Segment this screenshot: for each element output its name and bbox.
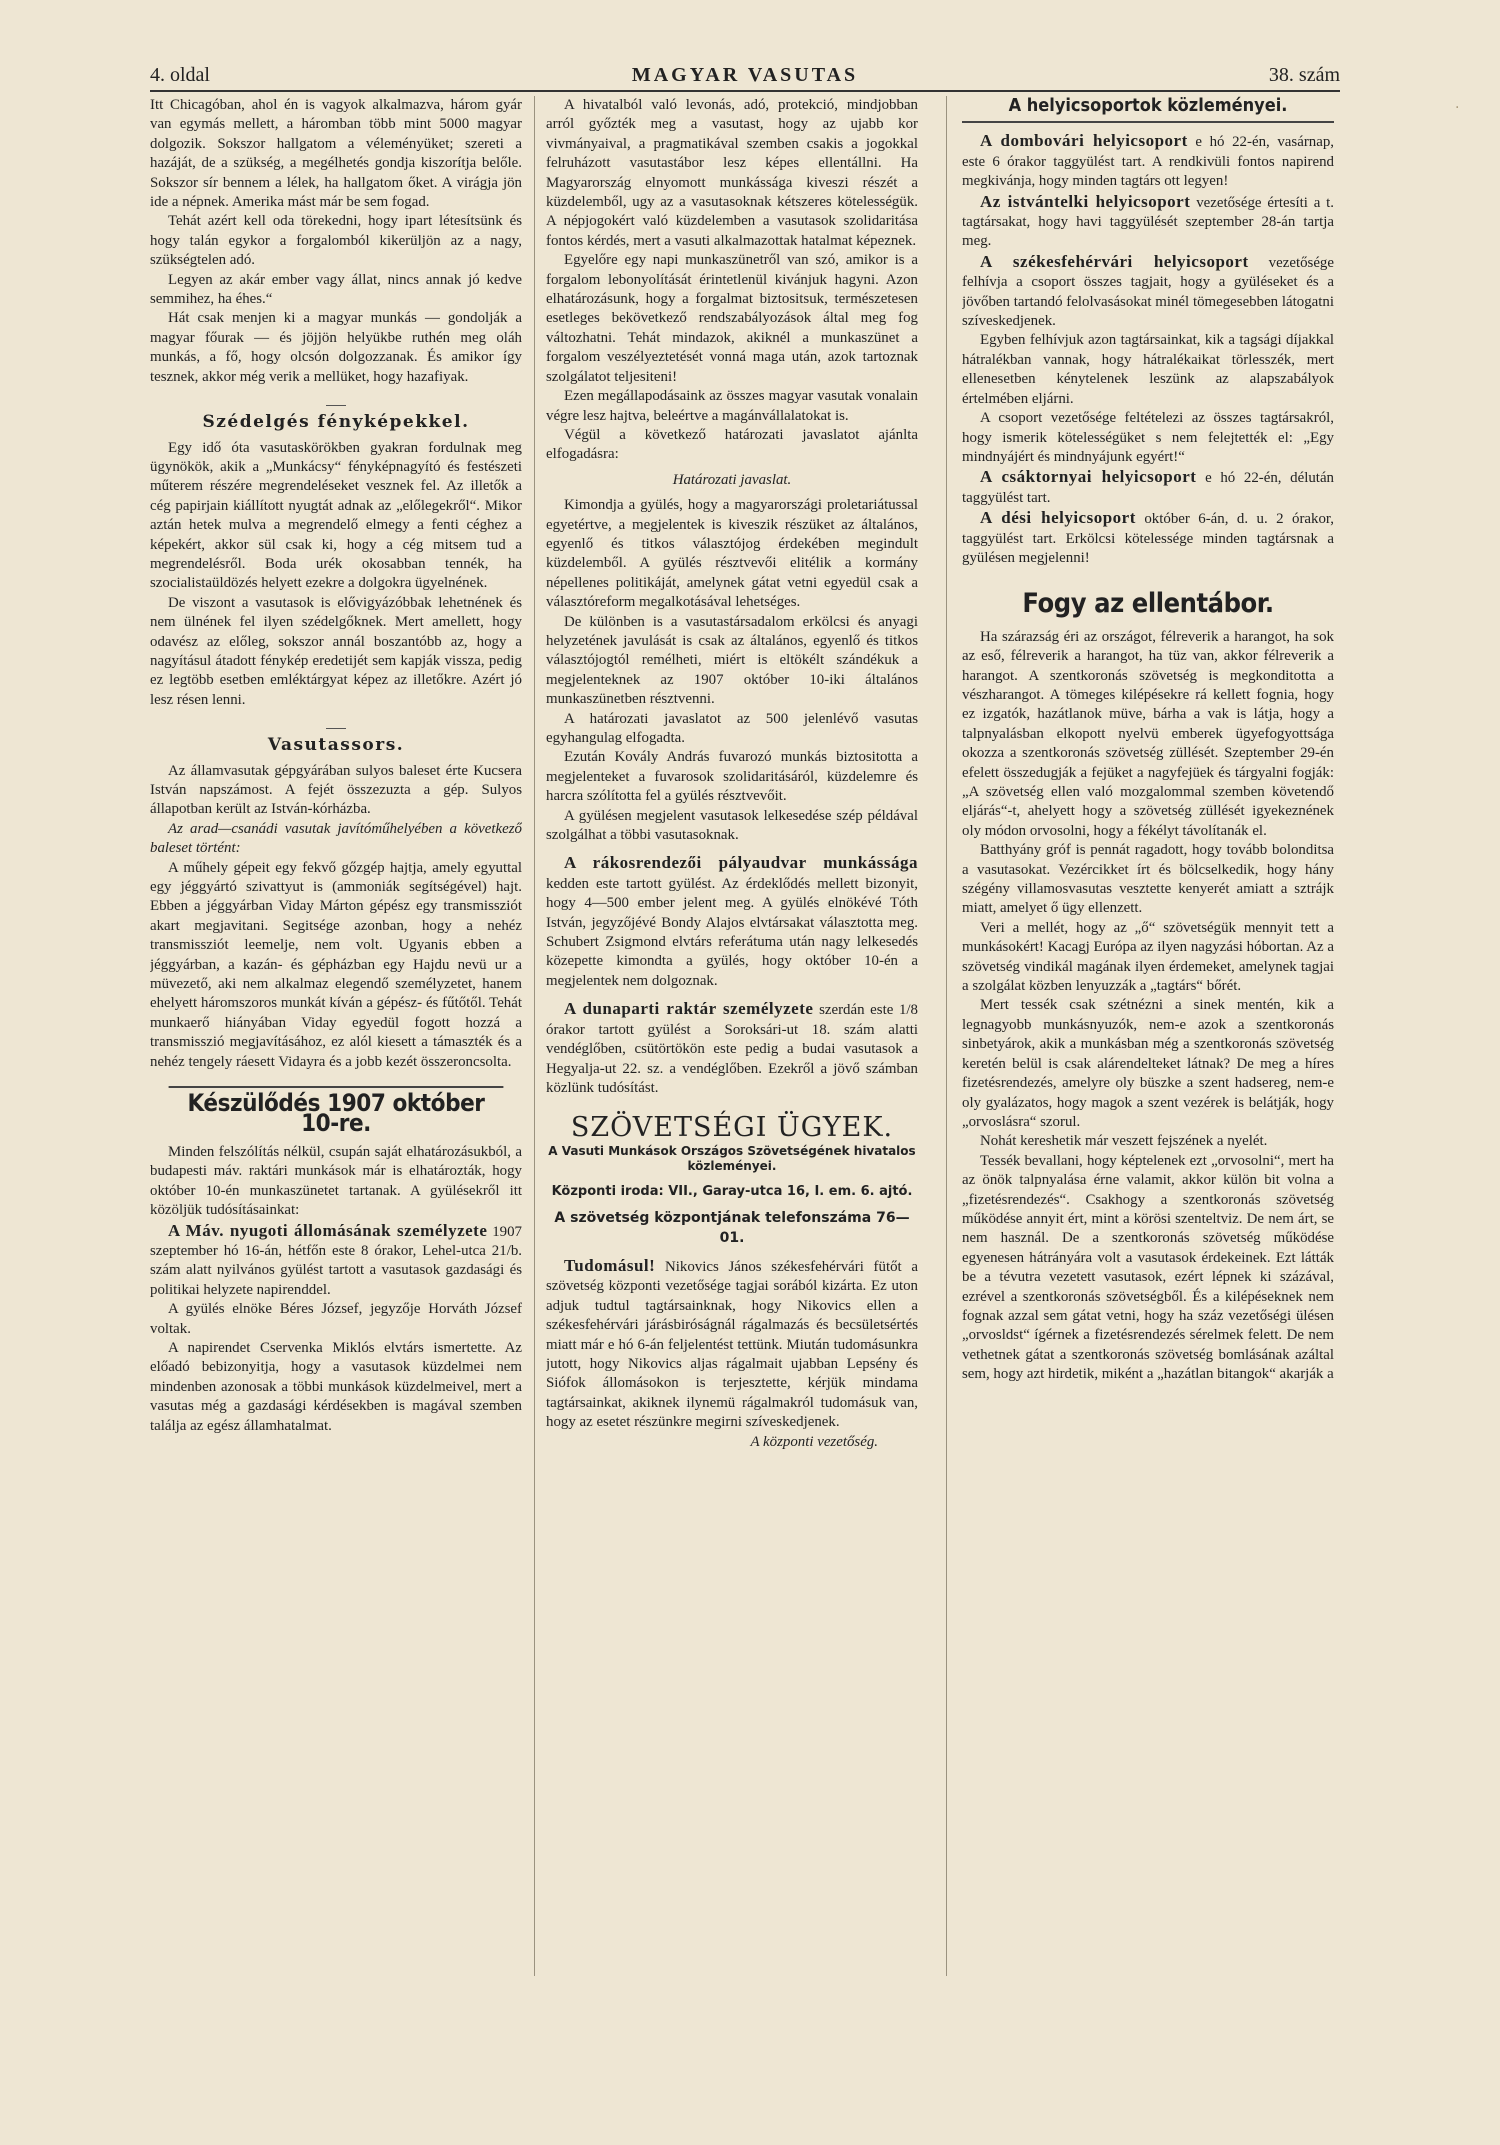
- section-title: A helyicsoportok közleményei.: [1008, 96, 1288, 116]
- paragraph-text: e hó 22-én, délután taggyülést tart.: [962, 470, 1334, 506]
- paragraph: Minden felszólítás nélkül, csupán saját elhatározásukból, a budapesti máv. raktári munkások már is elhatározták, hogy október 10-én munkaszünetet tartanak. A gyülésekről itt közöljük tudósításainkat:: [150, 1143, 522, 1219]
- lead-phrase: A csáktornyai helyicsoport: [980, 467, 1197, 487]
- lead-phrase: A dési helyicsoport: [980, 508, 1136, 528]
- paragraph-text: kedden este tartott gyülést. Az érdeklődés mellett bizonyit, hogy 4—500 ember jelent meg. A gyülés elnökévé Tóth István, jegyzőjévé Bondy Alajos elvtársakat választotta meg. Schubert Zsigmond elvtárs referátuma után nagy lelkesedés közepette kimondta a gyülés, hogy október 10-én a megjelentek nem dolgoznak.: [546, 875, 918, 989]
- paragraph: Mert tessék csak szétnézni a sinek mentén, kik a legnagyobb munkásnyuzók, nem-e azok a szentkoronás sinbetyárok, akik a munkásban még a szentkoronás szövetség keretén belül is csak alárendelteket látnak? De meg a híres fizetésrendezés, amelyre oly büszke a szent hadsereg, nem-e oly gyalázatos, hogy magok a szent vezérek is belátják, hogy „orvoslásra“ szorul.: [962, 997, 1334, 1130]
- section-title: SZÖVETSÉGI ÜGYEK.: [570, 1112, 894, 1144]
- page-number: 4. oldal: [150, 64, 210, 86]
- margin-mark: ·: [1455, 100, 1460, 116]
- paragraph: Az államvasutak gépgyárában sulyos baleset érte Kucsera István napszámost. A fejét összezuzta a gép. Sulyos állapotban került az István-kórházba.: [150, 762, 522, 818]
- resolution-heading: Határozati javaslat.: [672, 471, 792, 488]
- paragraph: [546, 1256, 918, 1433]
- column-3: [962, 96, 1334, 1385]
- article-heading: Készülődés 1907 október 10-re.: [169, 1086, 504, 1133]
- paragraph: Batthyány gróf is pennát ragadott, hogy tovább bolonditsa a vasutasokat. Vezércikket írt és bölcselkedik, hogy hány szégény villamosvasutas vesztette kenyerét amiatt a sztrájk miatt, amelyet ő ügy ellenzett.: [962, 842, 1334, 917]
- paragraph: Az arad—csanádi vasutak javítóműhelyében a következő baleset történt:: [150, 820, 522, 857]
- paragraph-text: Nikovics János székesfehérvári fütőt a szövetség központi vezetősége tagjai sorából kizárta. Ez uton adjuk tudtul tagtársainknak, hogy Nikovics ellen a székesfehérvári járásbiróságnál rágalmazás és becsületsértés miatt már e hó 6-án feljelentést tettünk. Miután tudomásunkra jutott, hogy Nikovics aljas rágalmait ujabban Lepsény és Siófok állomásokon is terjesztette, kérjük mindama tagtársainkat, akiknek ilynemü rágalmakról tudomásuk van, hogy az esetet részünkre megirni szíveskedjenek.: [546, 1258, 918, 1431]
- paragraph: [546, 999, 918, 1098]
- newspaper-title: MAGYAR VASUTAS: [631, 64, 859, 86]
- column-1: [150, 96, 522, 1436]
- paragraph: Veri a mellét, hogy az „ő“ szövetségük mennyit tett a munkásokért! Kacagj Európa az ilyen nagyzási hóbortan. Az a szövetség vindikál magának ilyen érdemeket, amelynek tagjai a szolgálat közben lenyuzzák a „tagtárs“ bőrét.: [962, 919, 1334, 995]
- signature: A központi vezetőség.: [750, 1433, 878, 1450]
- paragraph: Végül a következő határozati javaslatot ajánlta elfogadásra:: [546, 426, 918, 463]
- paragraph: A műhely gépeit egy fekvő gőzgép hajtja, amely egyuttal egy jéggyártó szivattyut is (ammoniák segítségével) hajt. Ebben a jéggyárban Viday Márton gépész egy transmissziót akart megjavitani. Segitsége azonban, hogy a nehéz transmissziót leemelje, nem volt. Ugyanis ebben a jéggyárban, a kazán- és gépházban egy Hajdu nevü ur a müvezető, aki nem alkalmaz elegendő személyzetet, hanem ehelyett háromszoros munkát kíván a gépész- és fűtőtől. Tehát munkaerő hiányában Viday egyedül fogott hozzá a transmisszió megjavításához, ez alól kiesett a támaszték és a nehéz tengely ráesett Vidayra és a jobb kezét összeroncsolta.: [150, 859, 522, 1070]
- paragraph: De viszont a vasutasok is elővigyázóbbak lehetnének és nem ülnének fel ilyen szédelgőknek. Mert amellett, hogy odavész az előleg, sokszor annál boszantóbb az, hogy a nagyításul átadott fénykép eredetijét sem kapják vissza, pedig ez legtöbb esetben emléktárgyat képez az illetőkre. Azért jó lesz résen lenni.: [150, 594, 522, 708]
- paragraph: De különben is a vasutastársadalom erkölcsi és anyagi helyzetének javulását is csak az általános, egyenlő és titkos választójogtól remélheti, miért is eltökélt szándékuk a megjelenteknek az 1907 október 10-iki általános munkaszünetben résztvenni.: [546, 613, 918, 708]
- section-header: [962, 96, 1334, 123]
- phone-number: A szövetség központjának telefonszáma 76—01.: [554, 1210, 910, 1246]
- separator: [150, 716, 522, 724]
- lead-phrase: A dunaparti raktár személyzete: [564, 999, 814, 1019]
- column-divider: [534, 96, 535, 1976]
- paragraph: Egyelőre egy napi munkaszünetről van szó, amikor is a forgalom lebonyolítását érintetlenül kivánjuk hagyni. Azon elhatározásunk, hogy a forgalmat biztositsuk, természetesen esetleges bekövetkező rendszabályozások által meg fog változhatni. Tehát mindazok, akiknél a munkaszünet a forgalom veszélyeztetését vonná maga után, azok tartoznak szolgálatot teljesiteni!: [546, 252, 918, 385]
- paragraph: Tehát azért kell oda törekedni, hogy ipart létesítsünk és hogy talán egykor a forgalomból kikerüljön az a nagy, szükségtelen adó.: [150, 213, 522, 269]
- paragraph-text: vezetősége értesíti a t. tagtársakat, hogy havi taggyülését szeptember 28-án tartja meg.: [962, 194, 1334, 250]
- paragraph: A határozati javaslatot az 500 jelenlévő vasutas egyhangulag elfogadta.: [546, 710, 918, 746]
- paragraph-text: október 6-án, d. u. 2 órakor, taggyülést tart. Erkölcsi kötelessége minden tagtársnak a gyülésen megjelenni!: [962, 511, 1334, 566]
- paragraph-text: szerdán este 1/8 órakor tartott gyülést a Soroksári-ut 18. szám alatti vendéglőben, csütörtökön este pedig a budai vasutasok a Hegyalja-ut 22. sz. a vendéglőben. Ezekről a jövő számban közlünk tudósítást.: [546, 1002, 918, 1096]
- paragraph: [546, 853, 918, 991]
- separator: [150, 393, 522, 401]
- paragraph: [150, 1221, 522, 1301]
- paragraph-text: 1907 szeptember hó 16-án, hétfőn este 8 órakor, Lehel-utca 21/b. szám alatt nyilvános gyülést tartott a vasutasok gazdasági és politikai helyzete napirenddel.: [150, 1223, 522, 1298]
- paragraph: Tessék bevallani, hogy képtelenek ezt „orvosolni“, mert ha az önök talpnyalása érne valamit, akkor külön bit volna a „fizetésrendezés“. Csakhogy a szentkoronás szövetség működése annyit ért, mint a körösi szenteltviz. De nem árt, se nem használ. De a szentkoronás szövetség működése egyenesen hátrányára volt a vasutasok érdekeinek. Ezt látták be a tévutra vezetett vasutasok, ezért lépnek ki százával, ezrével a szentkoronás szövetségből. És a kilépéseknek nem fognak azzal sem gátat vetni, hogy ha száz vezetőségi ülésen „orvosldst“ ígérnek a fizetésrendezés sérelmek felett. De nem vethetnek gátat a szentkoronás szövetség bomlásának azáltal sem, hogy azt hirdetik, miként a „hazátlan bitangok“ akarják a: [962, 1152, 1334, 1383]
- column-2: [546, 96, 918, 1452]
- lead-phrase: A dombovári helyicsoport: [980, 131, 1188, 151]
- paragraph: Ha szárazság éri az országot, félreverik a harangot, ha sok az eső, félreverik a harangot, ha tüz van, akkor félreverik a harangot. A szentkoronás szövetség is megkonditotta a vészharangot. A tömeges kilépésekre rá kellett fognia, hogy ez izgatók, hazátlanok müve, bárha a vak is látja, hogy a talpnyalásban elkopott nyelvü emberek ügyefogyottsága okozza a szentkoronás szövetség züllését. Szeptember 29-én efelett összedugják a fejüket a nagyfejüek és tárgyalni fogják: „A szövetség ellen való mozgalommal szemben követendő eljárás“-t, ahelyett hogy a szövetség züllését igyekeznének oly módon orvosolni, hogy a fékélyt távolítanák el.: [962, 628, 1334, 839]
- issue-number: 38. szám: [1268, 64, 1340, 86]
- paragraph: Hát csak menjen ki a magyar munkás — gondolják a magyar főurak — és jöjjön helyükbe ruthén meg oláh munkás, a fő, hogy olcsón dolgozzanak. És amikor így tesznek, akkor még verik a mellüket, hogy hazafiyak.: [150, 310, 522, 385]
- paragraph: [962, 467, 1334, 508]
- paragraph: Egyben felhívjuk azon tagtársainkat, kik a tagsági díjakkal hátralékban vannak, hogy hátralékaikat törlesszék, mert ellenesetben kénytelenek leszünk az alapszabályok értelmében eljárni.: [962, 332, 1334, 407]
- paragraph-text: e hó 22-én, vasárnap, este 6 órakor taggyülést tart. A rendkivüli fontos napirend megkivánja, hogy minden tagtárs ott legyen!: [962, 134, 1334, 190]
- paragraph: Kimondja a gyülés, hogy a magyarországi proletariátussal egyetértve, a megjelentek is kiveszik részüket az általános, egyenlő és titkos választójog érdekében megindult küzdelemből. A gyülés résztvevői elitélik a kormány népellenes politikáját, amelynek gátat vetni egyedül csak a választóreform megalkotásával lehetséges.: [546, 497, 918, 611]
- article-heading: Fogy az ellentábor.: [1022, 588, 1274, 620]
- lead-phrase: A székesfehérvári helyicsoport: [980, 251, 1249, 271]
- paragraph: [962, 252, 1334, 332]
- paragraph: A gyülés elnöke Béres József, jegyzője Horváth József voltak.: [150, 1301, 522, 1337]
- paragraph: Ezután Kovály András fuvarozó munkás biztositotta a megjelenteket a fuvarosok szolidaritásáról, küzdelemre és harcra szólította fel a gyülés résztvevőit.: [546, 749, 918, 805]
- paragraph: Nohát kereshetik már veszett fejszének a nyelét.: [980, 1133, 1268, 1150]
- paragraph: A hivatalból való levonás, adó, protekció, mindjobban arról győzték meg a vasutast, hogy az ujabb kor vivmányaival, a pragmatikával szemben csakis a jogokkal felruházott vasutastábor lesz képes ellentállni. Ha Magyarország elnyomott munkássága kiveszi részét a küzdelemből, ugy az a vasutasoknak kétszeres kötelességük. A népjogokért való küzdelemben a vasutasok szolidaritása fontos kérdés, mert a vasuti alkalmazottak hatalmat képeznek.: [546, 97, 918, 249]
- section-subtitle: A Vasuti Munkások Országos Szövetségének hivatalos közleményei.: [548, 1143, 916, 1173]
- lead-phrase: A Máv. nyugoti állomásának személyzete: [168, 1220, 488, 1240]
- page-header: [150, 60, 1340, 92]
- column-divider: [946, 96, 947, 1976]
- lead-phrase: Az istvántelki helyicsoport: [980, 191, 1191, 211]
- paragraph: A csoport vezetősége feltételezi az összes tagtársakról, hogy ismerik kötelességüket s nem felejtették el: „Egy mindnyájért és mindnyájunk egyért!“: [962, 410, 1334, 465]
- paragraph: Legyen az akár ember vagy állat, nincs annak jó kedve semmihez, ha éhes.“: [150, 271, 522, 308]
- office-address: Központi iroda: VII., Garay-utca 16, I. em. 6. ajtó.: [551, 1183, 913, 1199]
- paragraph: [962, 192, 1334, 252]
- paragraph: [962, 508, 1334, 568]
- article-heading: Szédelgés fényképekkel.: [202, 412, 470, 433]
- paragraph: Egy idő óta vasutaskörökben gyakran fordulnak meg ügynökök, akik a „Munkácsy“ fényképnagyító és festészeti műterem részére megrendeléseket vesznek fel. Az illetők a cég papirjain kiállított nyugtát adnak az „előlegekről“. Mikor aztán hetek mulva a megrendelő elmegy a fenti céghez a képekért, akkor sül csak ki, hogy a cég mitsem tud a megrendelésről. Boda urék okosabban tennék, ha szocialistaüldözés helyett ezekre a dolgokra ügyelnének.: [150, 439, 522, 592]
- paragraph: Itt Chicagóban, ahol én is vagyok alkalmazva, három gyár van egymás mellett, a háromban több mint 5000 magyar dolgozik. Sokszor hallgatom a véleményüket; szereti a hazáját, de a szükség, a megélhetés gondja kiszorítja belőle. Sokszor sír bennem a lélek, ha hallgatom őket. A virágja jön ide a népnek. Amerika mást már be sem fogad.: [150, 97, 522, 211]
- paragraph: [962, 131, 1334, 191]
- article-heading: Vasutassors.: [267, 735, 405, 756]
- lead-phrase: Tudomásul!: [564, 1255, 656, 1275]
- paragraph: A gyülésen megjelent vasutasok lelkesedése szép példával szolgálhat a többi vasutasoknak.: [546, 807, 918, 844]
- paragraph: A napirendet Cservenka Miklós elvtárs ismertette. Az előadó bebizonyitja, hogy a vasutasok küzdelmei nem mindenben azonosak a többi munkások küzdelmeivel, mert a vasutas még a gazdasági kérdésekben is magával szemben találja az egész államhatalmat.: [150, 1339, 522, 1434]
- paragraph-text: vezetősége felhívja a csoport összes tagjait, hogy a gyüléseket és a jövőben tartandó felolvasásokat minél tömegesebben látogatni szíveskedjenek.: [962, 254, 1334, 330]
- paragraph: Ezen megállapodásaink az összes magyar vasutak vonalain végre lesz hajtva, beleértve a magánvállalatokat is.: [546, 388, 918, 424]
- lead-phrase: A rákosrendezői pályaudvar munkássága: [564, 853, 918, 873]
